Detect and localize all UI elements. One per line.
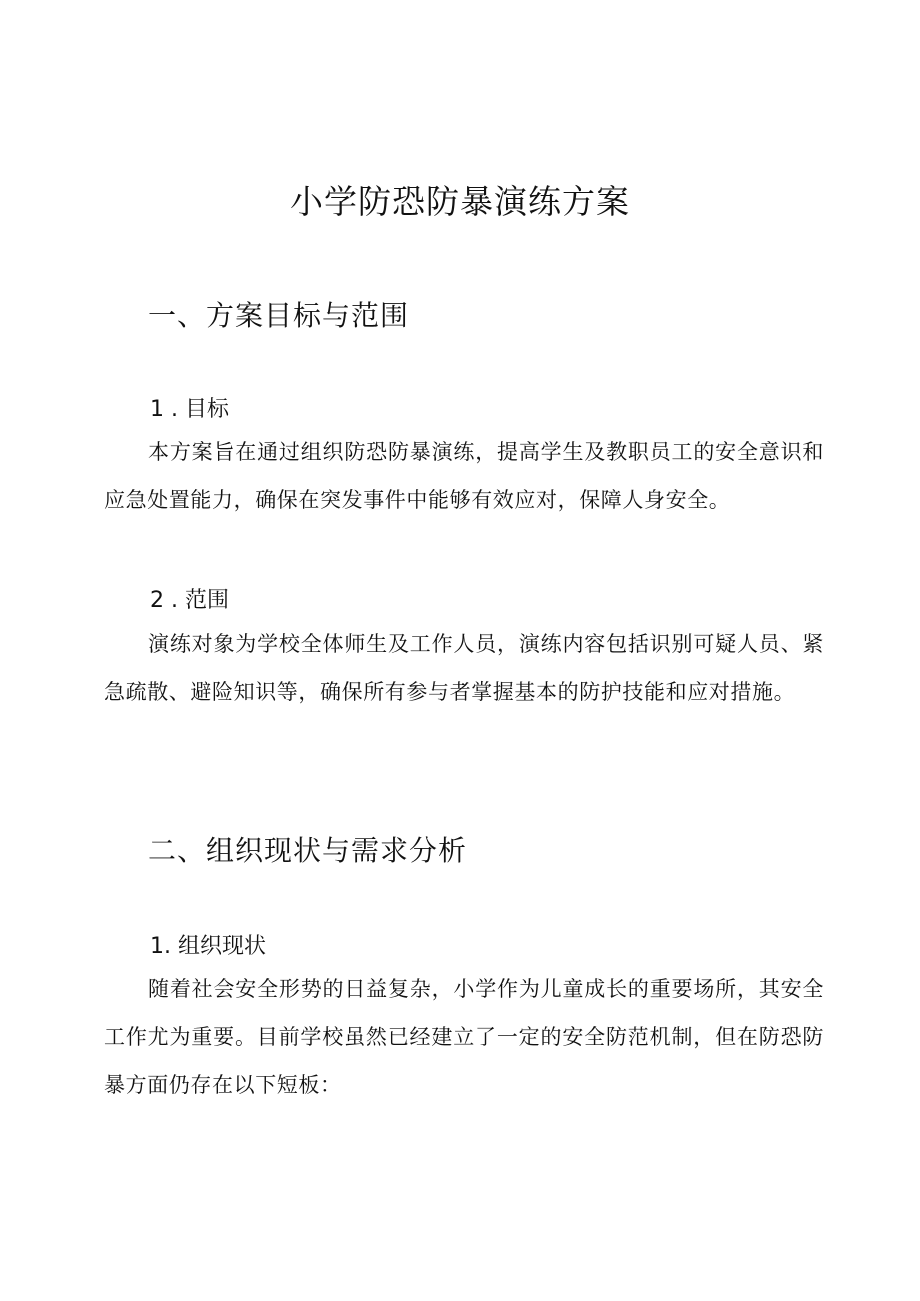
paragraph-scope: 演练对象为学校全体师生及工作人员，演练内容包括识别可疑人员、紧急疏散、避险知识等，确保所有参与者掌握基本的防护技能和应对措施。	[104, 632, 824, 704]
subsection-heading-objectives: 1 . 目标	[150, 397, 229, 422]
section-heading-status-needs: 二、组织现状与需求分析	[148, 834, 468, 867]
paragraph-objectives: 本方案旨在通过组织防恐防暴演练，提高学生及教职员工的安全意识和应急处置能力，确保在突发事件中能够有效应对，保障人身安全。	[104, 440, 824, 512]
subsection-heading-scope: 2 . 范围	[150, 588, 229, 613]
subsection-heading-org-status: 1. 组织现状	[150, 934, 266, 959]
document-title: 小学防恐防暴演练方案	[290, 182, 630, 221]
section-heading-objectives-scope: 一、方案目标与范围	[148, 299, 410, 332]
paragraph-org-status: 随着社会安全形势的日益复杂，小学作为儿童成长的重要场所，其安全工作尤为重要。目前学校虽然已经建立了一定的安全防范机制，但在防恐防暴方面仍存在以下短板：	[104, 977, 824, 1097]
